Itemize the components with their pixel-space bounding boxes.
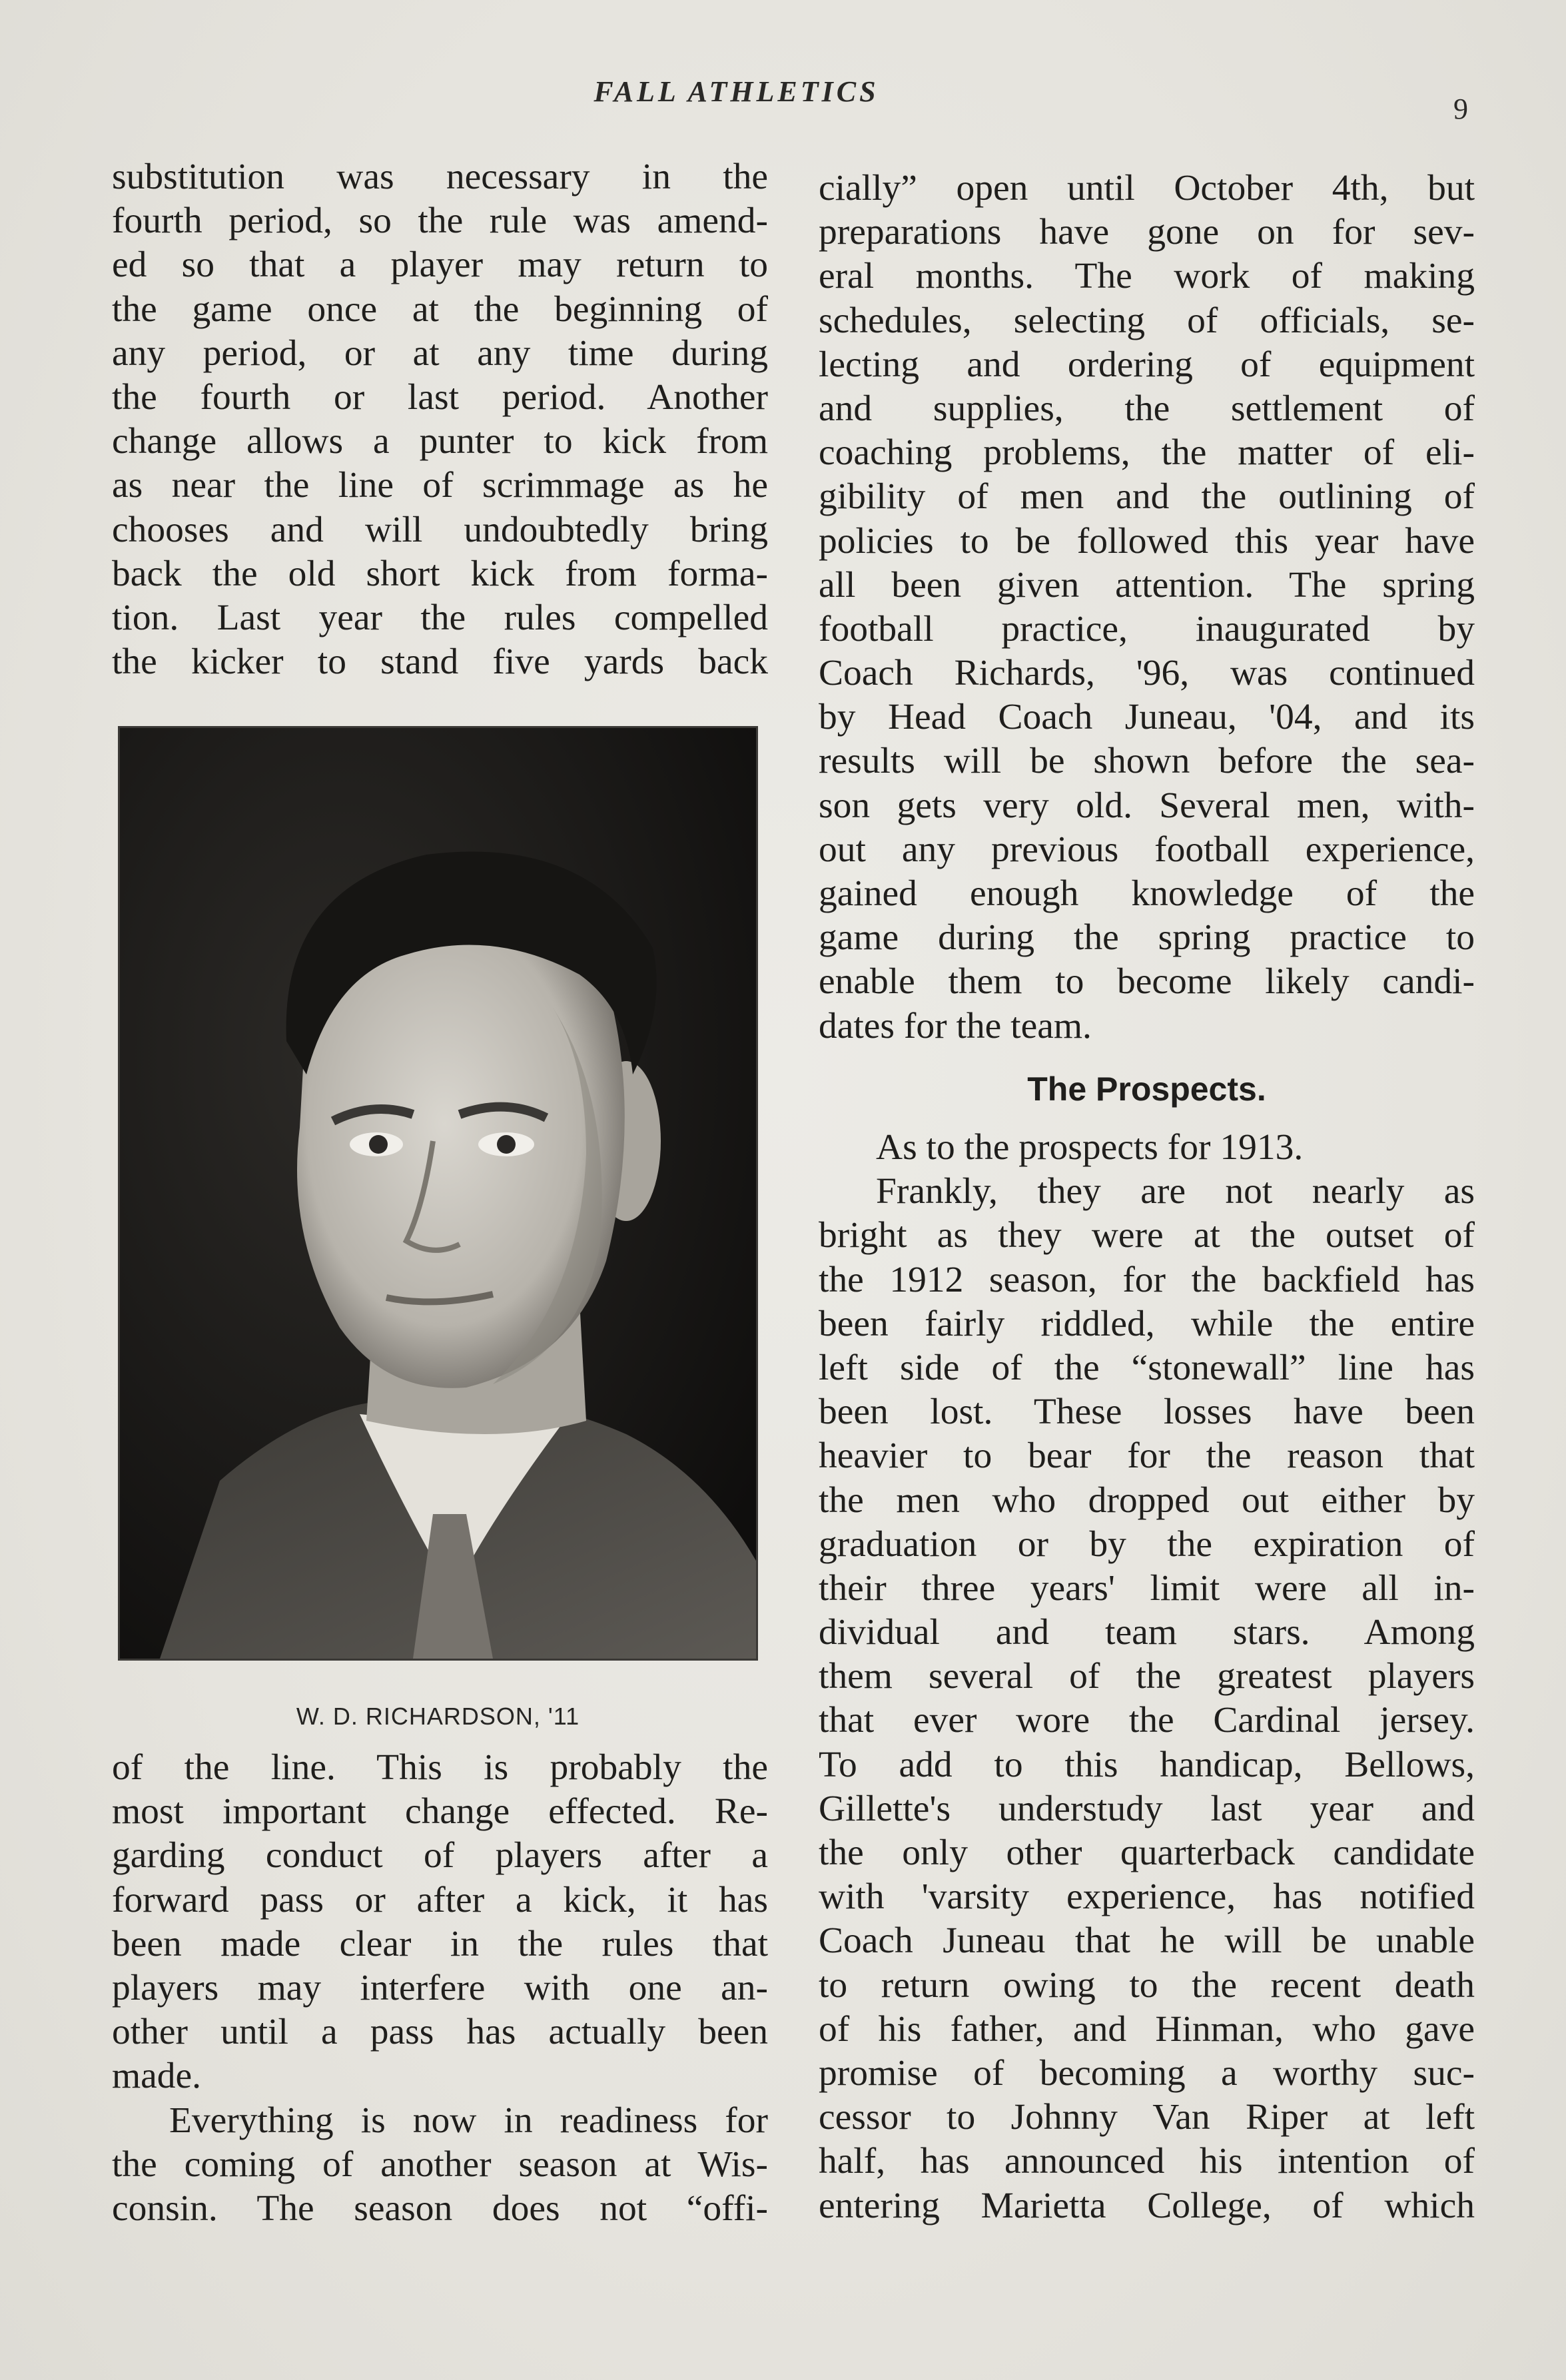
text-line: most important change effected. Re- (112, 1791, 768, 1832)
text-line: results will be shown before the sea- (819, 741, 1475, 782)
text-line: of his father, and Hinman, who gave (819, 2008, 1475, 2050)
text-line: of the line. This is probably the (112, 1747, 768, 1788)
right-column (819, 167, 1475, 1048)
text-line: tion. Last year the rules compelled (112, 597, 768, 638)
right-column-prospects (819, 1126, 1475, 2228)
text-line: Coach Juneau that he will be unable (819, 1920, 1475, 1962)
text-line: schedules, selecting of officials, se- (819, 300, 1475, 341)
text-line: left side of the “stonewall” line has (819, 1347, 1475, 1388)
text-line: As to the prospects for 1913. (876, 1127, 1304, 1168)
text-line: the men who dropped out either by (819, 1479, 1475, 1521)
text-line: made. (112, 2056, 202, 2097)
page-number: 9 (1453, 93, 1468, 125)
text-line: the kicker to stand five yards back (112, 641, 768, 683)
text-line: the coming of another season at Wis- (112, 2144, 768, 2185)
text-line: enable them to become likely candi- (819, 961, 1475, 1002)
text-line: other until a pass has actually been (112, 2012, 768, 2053)
text-line: bright as they were at the outset of (819, 1215, 1475, 1256)
text-line: their three years' limit were all in- (819, 1567, 1475, 1609)
text-line: fourth period, so the rule was amend- (112, 200, 768, 242)
text-line: the only other quarterback candidate (819, 1832, 1475, 1873)
text-line: eral months. The work of making (819, 256, 1475, 297)
text-line: that ever wore the Cardinal jersey. (819, 1700, 1475, 1741)
text-line: policies to be followed this year have (819, 520, 1475, 562)
text-line: the fourth or last period. Another (112, 376, 768, 418)
text-line: any period, or at any time during (112, 332, 768, 374)
text-line: game during the spring practice to (819, 917, 1475, 959)
text-line: as near the line of scrimmage as he (112, 465, 768, 506)
portrait-illustration (120, 728, 756, 1659)
text-line: ed so that a player may return to (112, 244, 768, 286)
text-line: garding conduct of players after a (112, 1835, 768, 1876)
text-line: players may interfere with one an- (112, 1967, 768, 2008)
text-line: the 1912 season, for the backfield has (819, 1259, 1475, 1300)
text-line: Coach Richards, '96, was continued (819, 653, 1475, 694)
text-line: preparations have gone on for sev- (819, 212, 1475, 253)
portrait-photo (118, 726, 758, 1661)
text-line: dividual and team stars. Among (819, 1612, 1475, 1653)
text-line: gained enough knowledge of the (819, 873, 1475, 914)
text-line: the game once at the beginning of (112, 288, 768, 330)
text-line: chooses and will undoubtedly bring (112, 509, 768, 550)
text-line: and supplies, the settlement of (819, 388, 1475, 429)
left-column-bottom (112, 1746, 768, 2231)
text-line: to return owing to the recent death (819, 1964, 1475, 2006)
text-line: entering Marietta College, of which (819, 2185, 1475, 2226)
text-line: To add to this handicap, Bellows, (819, 1744, 1475, 1785)
left-column-top (112, 155, 768, 684)
text-line: Everything is now in readiness for (169, 2100, 768, 2141)
text-line: them several of the greatest players (819, 1656, 1475, 1697)
text-line: substitution was necessary in the (112, 157, 768, 197)
text-line: graduation or by the expiration of (819, 1523, 1475, 1565)
text-line: been fairly riddled, while the entire (819, 1303, 1475, 1344)
text-line: been made clear in the rules that (112, 1923, 768, 1964)
text-line: lecting and ordering of equipment (819, 344, 1475, 385)
text-line: consin. The season does not “offi- (112, 2187, 768, 2229)
text-line: heavier to bear for the reason that (819, 1435, 1475, 1477)
text-line: out any previous football experience, (819, 829, 1475, 870)
text-line: by Head Coach Juneau, '04, and its (819, 697, 1475, 738)
text-line: forward pass or after a kick, it has (112, 1879, 768, 1920)
text-line: cessor to Johnny Van Riper at left (819, 2097, 1475, 2138)
running-title: FALL ATHLETICS (593, 75, 879, 108)
text-line: son gets very old. Several men, with- (819, 785, 1475, 826)
text-line: Gillette's understudy last year and (819, 1788, 1475, 1829)
photo-caption: W. D. RICHARDSON, '11 (296, 1703, 580, 1730)
text-line: with 'varsity experience, has notified (819, 1876, 1475, 1918)
text-line: coaching problems, the matter of eli- (819, 432, 1475, 474)
text-line: gibility of men and the outlining of (819, 476, 1475, 518)
text-line: back the old short kick from forma- (112, 553, 768, 594)
text-line: half, has announced his intention of (819, 2141, 1475, 2182)
text-line: been lost. These losses have been (819, 1391, 1475, 1433)
text-line: promise of becoming a worthy suc- (819, 2052, 1475, 2094)
text-line: all been given attention. The spring (819, 564, 1475, 605)
text-line: Frankly, they are not nearly as (876, 1171, 1475, 1212)
text-line: cially” open until October 4th, but (819, 168, 1475, 208)
text-line: change allows a punter to kick from (112, 421, 768, 462)
text-line: dates for the team. (819, 1005, 1092, 1046)
section-heading: The Prospects. (1027, 1070, 1266, 1108)
text-line: football practice, inaugurated by (819, 608, 1475, 649)
